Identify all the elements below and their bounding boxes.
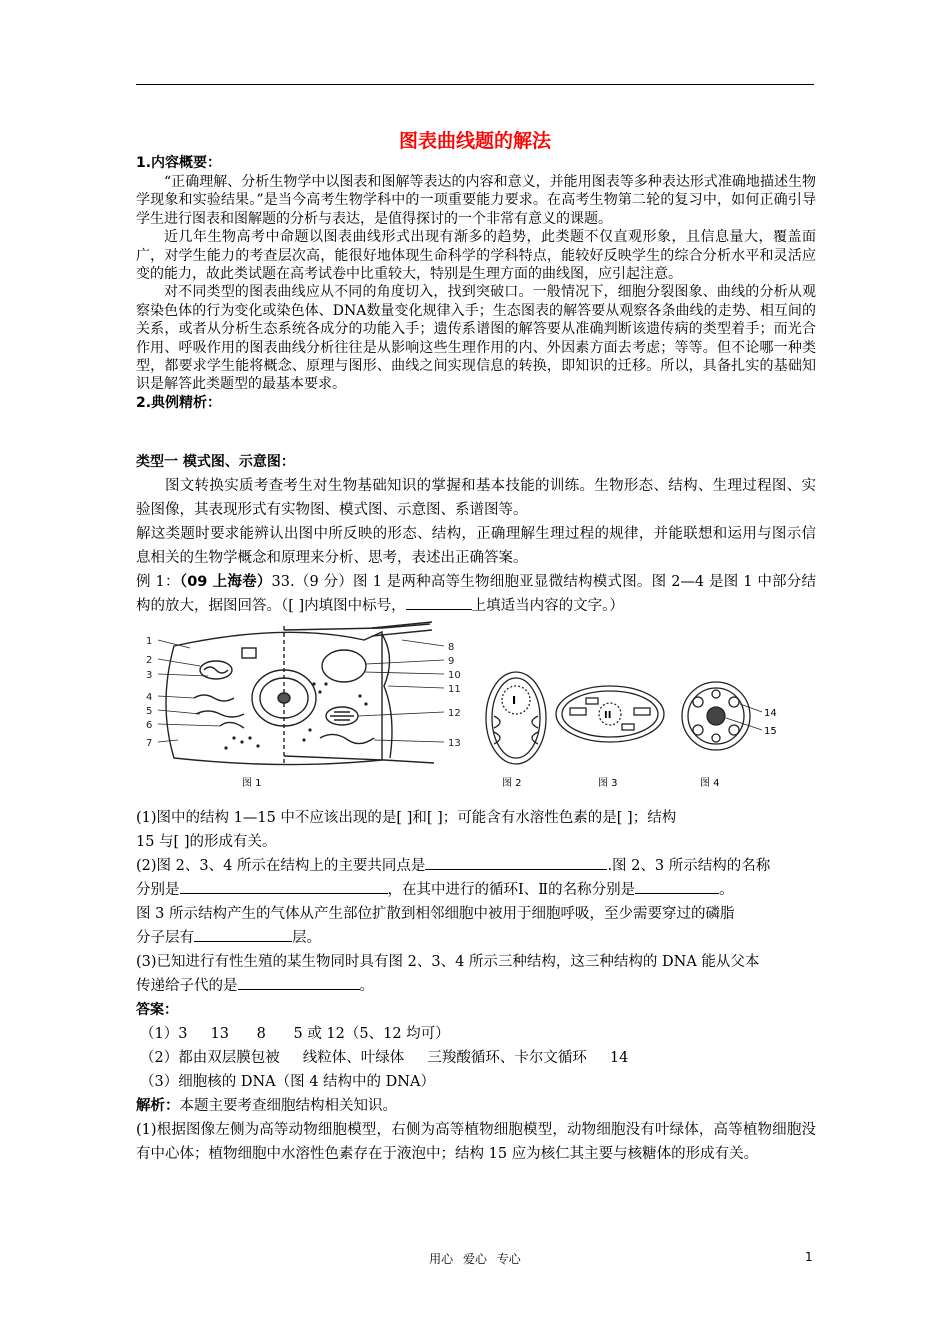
label-1: 1 <box>146 636 153 647</box>
caption-figure-3: 图 3 <box>598 778 618 789</box>
example-source: （09 上海卷） <box>179 574 272 590</box>
question-line: (1)图中的结构 1—15 中不应该出现的是[ ]和[ ]；可能含有水溶性色素的是[ ]；结构 <box>136 810 677 826</box>
section-overview <box>136 154 816 413</box>
figure-1-cell <box>166 622 434 766</box>
label-10: 10 <box>448 670 461 681</box>
section-examples <box>136 450 816 618</box>
golgi <box>220 722 244 728</box>
page-title: 图表曲线题的解法 <box>398 130 551 152</box>
paragraph: “正确理解、分析生物学中以图表和图解等表达的内容和意义，并能用图表等多种表达形式准确地描述生物学现象和实验结果。”是当今高考生物学科中的一项重要能力要求。在高考生物第二轮的复习中，如何正确引导学生进行图表和图解题的分析与表达，是值得探讨的一个非常有意义的课题。 <box>136 174 816 227</box>
label-7: 7 <box>146 738 153 749</box>
paragraph: 近几年生物高考中命题以图表曲线形式出现有渐多的趋势，此类题不仅直观形象，且信息量大，覆盖面广，对学生能力的考查层次高，能很好地体现生命科学的学科特点，能较好反映学生的综合分析水平和灵活应变的能力，故此类试题在高考试卷中比重较大，特别是生理方面的曲线图，应引起注意。 <box>136 229 816 283</box>
answer-blank <box>238 975 360 990</box>
label-2: 2 <box>146 655 153 666</box>
answer-blank <box>180 879 388 894</box>
label-15: 15 <box>764 726 777 737</box>
label-11: 11 <box>448 684 461 695</box>
er-fold <box>194 695 234 701</box>
question-line: 15 与[ ]的形成有关。 <box>136 834 277 850</box>
questions-block <box>136 806 816 1166</box>
thylakoid <box>330 712 354 720</box>
question-text: ，在其中进行的循环Ⅰ、Ⅱ的名称分别是 <box>387 882 636 898</box>
figure-1-leader-lines <box>158 640 444 742</box>
question-text: 分别是 <box>136 882 180 898</box>
question-line <box>136 878 816 902</box>
analysis-intro <box>136 1094 816 1118</box>
er-plant <box>320 734 374 743</box>
figure-2-mitochondrion <box>486 672 546 764</box>
paragraph: 解这类题时要求能辨认出图中所反映的形态、结构，正确理解生理过程的规律，并能联想和运用与图示信息相关的生物学概念和原理来分析、思考，表述出正确答案。 <box>136 526 816 566</box>
paragraph: 对不同类型的图表曲线应从不同的角度切入，找到突破口。一般情况下，细胞分裂图象、曲线的分析从观察染色体的行为变化或染色体、DNA数量变化规律入手；生态图表的解答要从观察各条曲线的走势、相互间的关系，或者从分析生态系统各成分的功能入手；遗传系谱图的解答要从准确判断该遗传病的类型着手；而光合作用、呼吸作用的图表曲线分析往往是从影响这些生理作用的内、外因素方面去考虑；等等。但不论哪一种类型，都要求学生能将概念、原理与图形、曲线之间实现信息的转换，即知识的迁移。所以，具备扎实的基础知识是解答此类题型的最基本要求。 <box>136 284 816 393</box>
label-6: 6 <box>146 720 153 731</box>
analysis-paragraph: (1)根据图像左侧为高等动物细胞模型，右侧为高等植物细胞模型，动物细胞没有叶绿体，高等植物细胞没有中心体；植物细胞中水溶性色素存在于液泡中；结构 15 应为核仁其主要与核糖体的形成有关。 <box>136 1122 816 1162</box>
label-5: 5 <box>146 706 153 717</box>
question-line: 图 3 所示结构产生的气体从产生部位扩散到相邻细胞中被用于细胞呼吸，至少需要穿过的磷脂 <box>136 906 735 922</box>
answer-blank <box>194 927 292 942</box>
centriole <box>242 648 256 658</box>
example-question <box>136 570 816 618</box>
question-text: 层。 <box>292 930 321 946</box>
er-fold <box>196 711 244 717</box>
label-8: 8 <box>448 642 455 653</box>
answer-blank <box>425 855 607 870</box>
question-line <box>136 926 816 950</box>
label-12: 12 <box>448 708 461 719</box>
caption-figure-2: 图 2 <box>502 778 522 789</box>
nucleolus <box>278 693 290 703</box>
section-heading: 1.内容概要： <box>136 155 222 171</box>
type-heading: 类型一 模式图、示意图： <box>136 454 295 470</box>
answer-blank <box>635 879 719 894</box>
label-14: 14 <box>764 708 777 719</box>
answer-line: （2）都由双层膜包被 线粒体、叶绿体 三羧酸循环、卡尔文循环 14 <box>140 1050 629 1066</box>
paragraph: 图文转换实质考查考生对生物基础知识的掌握和基本技能的训练。生物形态、结构、生理过程图、实验图像，其表现形式有实物图、模式图、示意图、系谱图等。 <box>136 478 816 518</box>
analysis-intro-text: 本题主要考查细胞结构相关知识。 <box>179 1098 397 1114</box>
answer-line: （3）细胞核的 DNA（图 4 结构中的 DNA） <box>140 1074 435 1090</box>
question-text: 传递给子代的是 <box>136 978 238 994</box>
label-4: 4 <box>146 692 153 703</box>
figure-4-structure <box>682 682 750 750</box>
caption-figure-4: 图 4 <box>700 778 720 789</box>
vacuole <box>322 650 366 682</box>
header-rule <box>136 84 814 85</box>
question-line: (3)已知进行有性生殖的某生物同时具有图 2、3、4 所示三种结构，这三种结构的 DNA 能从父本 <box>136 954 760 970</box>
example-text: 33.（9 分）图 1 是两种高等生物细胞亚显微结构模式图。图 2—4 是图 1 中部分结构的放大，据图回答。（[ ]内填图中标号， <box>136 574 816 614</box>
cycle-label-2: II <box>604 710 612 721</box>
question-text: 分子层有 <box>136 930 194 946</box>
analysis-heading: 解析： <box>136 1098 180 1114</box>
cell-structure-figure <box>134 618 814 794</box>
example-text: 上填适当内容的文字。） <box>471 598 624 614</box>
caption-figure-1: 图 1 <box>242 778 262 789</box>
label-13: 13 <box>448 738 461 749</box>
question-text: (2)图 2、3、4 所示在结构上的主要共同点是 <box>136 858 426 874</box>
example-prefix: 例 1： <box>136 574 180 590</box>
figure-1-labels <box>146 636 461 749</box>
section-heading: 2.典例精析： <box>136 394 222 411</box>
mito-cristae <box>204 667 228 673</box>
page-number: 1 <box>805 1250 813 1264</box>
label-3: 3 <box>146 670 153 681</box>
cycle-label-1: I <box>512 694 517 707</box>
question-text: 。 <box>719 882 734 898</box>
answer-blank <box>406 595 472 610</box>
question-line <box>136 974 816 998</box>
label-9: 9 <box>448 656 455 667</box>
question-text: .图 2、3 所示结构的名称 <box>607 858 771 874</box>
question-text: 。 <box>359 978 374 994</box>
animal-cell-outline <box>166 632 382 765</box>
answer-heading: 答案： <box>136 1002 178 1018</box>
answer-line: （1）3 13 8 5 或 12（5、12 均可） <box>140 1026 450 1042</box>
question-line <box>136 854 816 878</box>
page-footer: 用心 爱心 专心 <box>429 1252 521 1266</box>
cell-wall-right <box>382 634 392 758</box>
